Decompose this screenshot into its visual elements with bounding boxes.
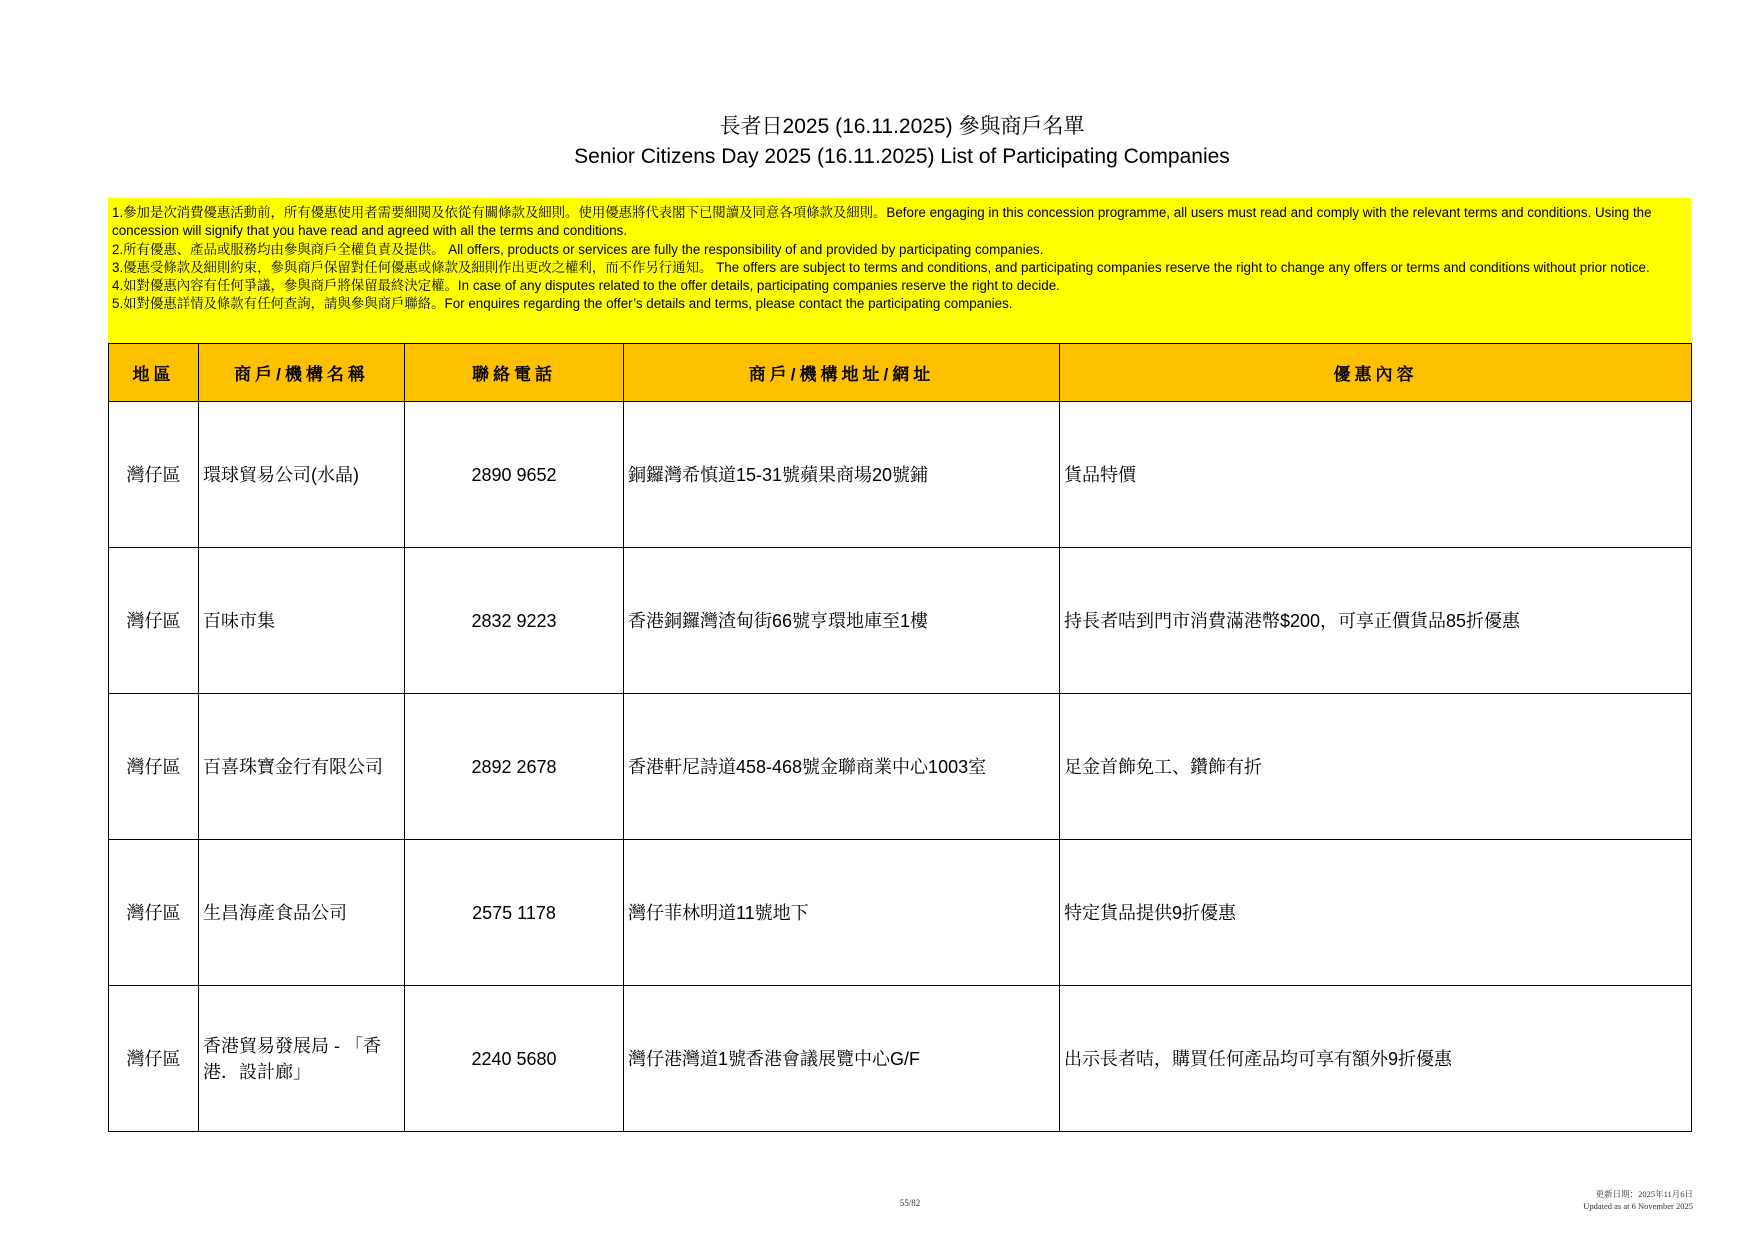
cell-address: 灣仔港灣道1號香港會議展覽中心G/F [624, 986, 1060, 1132]
cell-merchant-name: 生昌海產食品公司 [199, 840, 405, 986]
table-row [109, 840, 1692, 986]
terms-notice-box [108, 198, 1691, 343]
note-item: 3.優惠受條款及細則約束，參與商戶保留對任何優惠或條款及細則作出更改之權利，而不作另行通知。 The offers are subject to terms and conditions, and participating companies reserve the right to change any offers or terms and conditions without prior notice. [112, 259, 1650, 275]
header-address: 商戶/機構地址/網址 [624, 344, 1060, 402]
update-date-chinese: 更新日期：2025年11月6日 [1595, 1189, 1693, 1199]
page-number: 55/82 [899, 1198, 921, 1208]
cell-offer: 貨品特價 [1060, 402, 1692, 548]
cell-merchant-name: 百喜珠寶金行有限公司 [199, 694, 405, 840]
merchant-table [108, 343, 1692, 1132]
cell-offer: 出示長者咭，購買任何產品均可享有額外9折優惠 [1060, 986, 1692, 1132]
header-merchant-name: 商戶/機構名稱 [199, 344, 405, 402]
title-english: Senior Citizens Day 2025 (16.11.2025) List of Participating Companies [574, 145, 1230, 168]
cell-phone: 2832 9223 [405, 548, 624, 694]
cell-district: 灣仔區 [109, 548, 199, 694]
table-row [109, 694, 1692, 840]
cell-address: 灣仔菲林明道11號地下 [624, 840, 1060, 986]
update-date [1583, 1188, 1693, 1212]
table-row [109, 548, 1692, 694]
cell-district: 灣仔區 [109, 840, 199, 986]
cell-district: 灣仔區 [109, 694, 199, 840]
cell-merchant-name: 百味市集 [199, 548, 405, 694]
cell-phone: 2575 1178 [405, 840, 624, 986]
cell-district: 灣仔區 [109, 402, 199, 548]
header-offer: 優惠內容 [1060, 344, 1692, 402]
note-item: 1.參加是次消費優惠活動前，所有優惠使用者需要細閱及依從有關條款及細則。使用優惠將代表閣下已閱讀及同意各項條款及細則。Before engaging in this concession programme, all users must read and comply with the relevant terms and conditions. Using the concession will signify that you have read and agreed with all the terms and conditions. [112, 205, 1652, 239]
cell-offer: 特定貨品提供9折優惠 [1060, 840, 1692, 986]
table-row [109, 402, 1692, 548]
cell-merchant-name: 香港貿易發展局 - 「香港．設計廊」 [199, 986, 405, 1132]
cell-offer: 持長者咭到門市消費滿港幣$200，可享正價貨品85折優惠 [1060, 548, 1692, 694]
cell-address: 銅鑼灣希慎道15-31號蘋果商場20號鋪 [624, 402, 1060, 548]
cell-address: 香港軒尼詩道458-468號金聯商業中心1003室 [624, 694, 1060, 840]
table-header-row [109, 344, 1692, 402]
cell-offer: 足金首飾免工、鑽飾有折 [1060, 694, 1692, 840]
cell-phone: 2890 9652 [405, 402, 624, 548]
document-title [0, 112, 1755, 172]
cell-merchant-name: 環球貿易公司(水晶) [199, 402, 405, 548]
cell-address: 香港銅鑼灣渣甸街66號亨環地庫至1樓 [624, 548, 1060, 694]
note-item: 5.如對優惠詳情及條款有任何查詢，請與參與商戶聯絡。For enquires regarding the offer’s details and terms, please contact the participating companies. [112, 296, 1013, 312]
header-district: 地區 [109, 344, 199, 402]
cell-phone: 2892 2678 [405, 694, 624, 840]
note-item: 4.如對優惠內容有任何爭議，參與商戶將保留最終決定權。In case of any disputes related to the offer details, participating companies reserve the right to decide. [112, 278, 1060, 294]
cell-phone: 2240 5680 [405, 986, 624, 1132]
title-chinese: 長者日2025 (16.11.2025) 參與商戶名單 [719, 115, 1085, 138]
header-phone: 聯絡電話 [405, 344, 624, 402]
update-date-english: Updated as at 6 November 2025 [1583, 1201, 1693, 1211]
table-row [109, 986, 1692, 1132]
cell-district: 灣仔區 [109, 986, 199, 1132]
note-item: 2.所有優惠、產品或服務均由參與商戶全權負責及提供。 All offers, products or services are fully the responsibility of and provided by participating companies. [112, 241, 1044, 257]
